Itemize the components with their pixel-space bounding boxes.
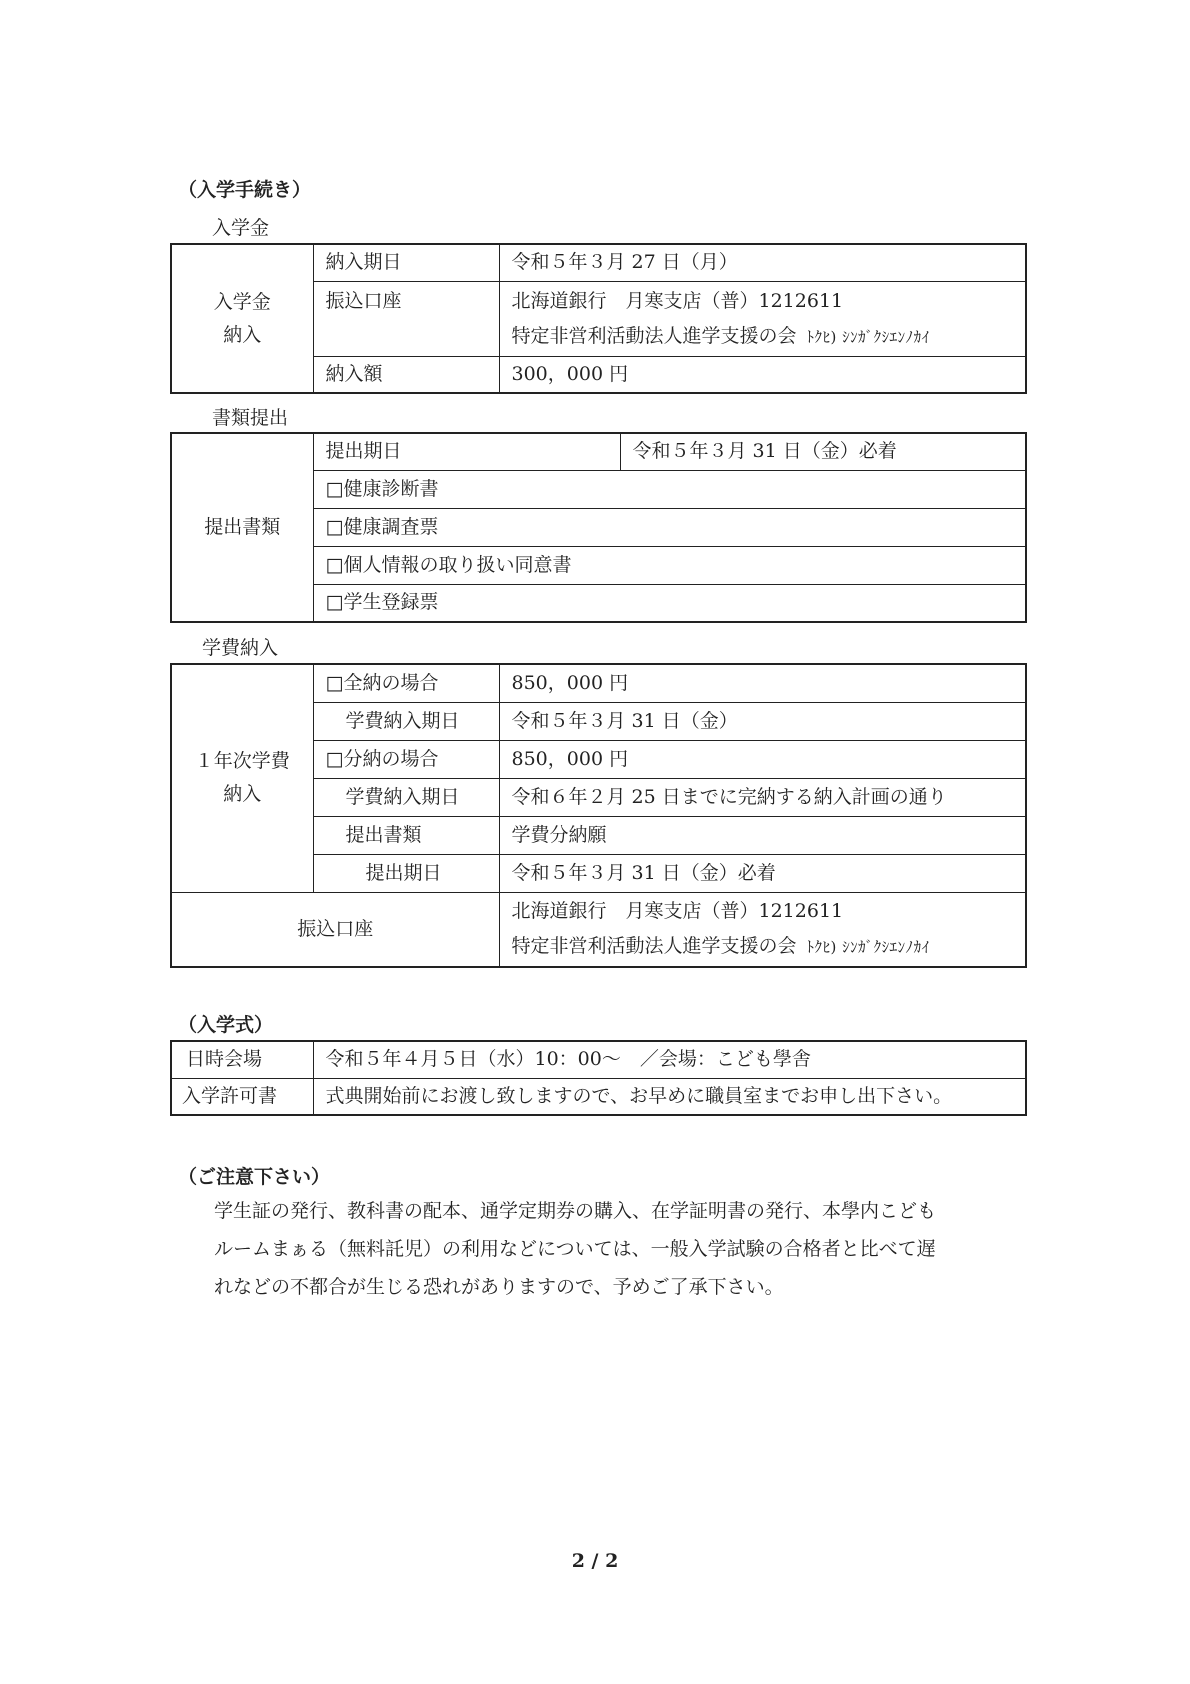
ceremony-heading: （入学式）: [178, 1014, 274, 1036]
notice-body: [214, 1192, 1034, 1306]
account-label: 振込口座: [313, 281, 499, 356]
notice-line: 学生証の発行、教科書の配本、通学定期券の購入、在学証明書の発行、本學内こども: [214, 1200, 937, 1222]
document-item: □健康診断書: [313, 470, 1026, 508]
entrance-fee-row-header: 入学金 納入: [171, 244, 313, 393]
tuition-account-label: 振込口座: [171, 892, 499, 967]
amount-value: 300，000 円: [499, 356, 1026, 393]
document-item: □健康調査票: [313, 508, 1026, 546]
page-number: 2 / 2: [571, 1550, 619, 1572]
tuition-label: 学費納入: [202, 637, 279, 659]
full-payment-label: □全納の場合: [313, 664, 499, 702]
notice-line: れなどの不都合が生じる恐れがありますので、予めご了承下さい。: [214, 1276, 784, 1298]
document-item: □個人情報の取り扱い同意書: [313, 546, 1026, 584]
submit-deadline-value: 令和５年３月 31 日（金）必着: [620, 433, 1026, 470]
documents-table: [170, 432, 1027, 623]
datetime-label: 日時会場: [171, 1041, 313, 1078]
full-deadline-label: 学費納入期日: [313, 702, 499, 740]
document-item: □学生登録票: [313, 584, 1026, 622]
permit-label: 入学許可書: [171, 1078, 313, 1115]
split-deadline-label: 学費納入期日: [313, 778, 499, 816]
documents-row-header: 提出書類: [171, 433, 313, 622]
notice-line: ルームまぁる（無料託児）の利用などについては、一般入学試験の合格者と比べて遅: [214, 1238, 936, 1260]
deadline-value: 令和５年３月 27 日（月）: [499, 244, 1026, 281]
submit-deadline-label: 提出期日: [313, 433, 620, 470]
amount-label: 納入額: [313, 356, 499, 393]
procedures-heading: （入学手続き）: [178, 179, 312, 201]
account-value: 北海道銀行 月寒支店（普）1212611 特定非営利活動法人進学支援の会 ﾄｸﾋ) ｼﾝｶﾞｸｼｴﾝﾉｶｲ: [499, 281, 1026, 356]
tuition-row-header: １年次学費 納入: [171, 664, 313, 892]
split-submit-label: 提出期日: [313, 854, 499, 892]
split-docs-label: 提出書類: [313, 816, 499, 854]
permit-value: 式典開始前にお渡し致しますので、お早めに職員室までお申し出下さい。: [313, 1078, 1026, 1115]
documents-label: 書類提出: [212, 407, 289, 429]
entrance-fee-table: [170, 243, 1027, 394]
notice-heading: （ご注意下さい）: [178, 1166, 331, 1188]
entrance-fee-label: 入学金: [212, 217, 270, 239]
full-deadline-value: 令和５年３月 31 日（金）: [499, 702, 1026, 740]
tuition-account-value: 北海道銀行 月寒支店（普）1212611 特定非営利活動法人進学支援の会 ﾄｸﾋ) ｼﾝｶﾞｸｼｴﾝﾉｶｲ: [499, 892, 1026, 967]
ceremony-table: [170, 1040, 1027, 1116]
split-docs-value: 学費分納願: [499, 816, 1026, 854]
split-payment-value: 850，000 円: [499, 740, 1026, 778]
tuition-table: [170, 663, 1027, 968]
split-payment-label: □分納の場合: [313, 740, 499, 778]
split-submit-value: 令和５年３月 31 日（金）必着: [499, 854, 1026, 892]
full-payment-value: 850，000 円: [499, 664, 1026, 702]
split-deadline-value: 令和６年２月 25 日までに完納する納入計画の通り: [499, 778, 1026, 816]
datetime-value: 令和５年４月５日（水）10：00～ ／会場：こども學舎: [313, 1041, 1026, 1078]
deadline-label: 納入期日: [313, 244, 499, 281]
